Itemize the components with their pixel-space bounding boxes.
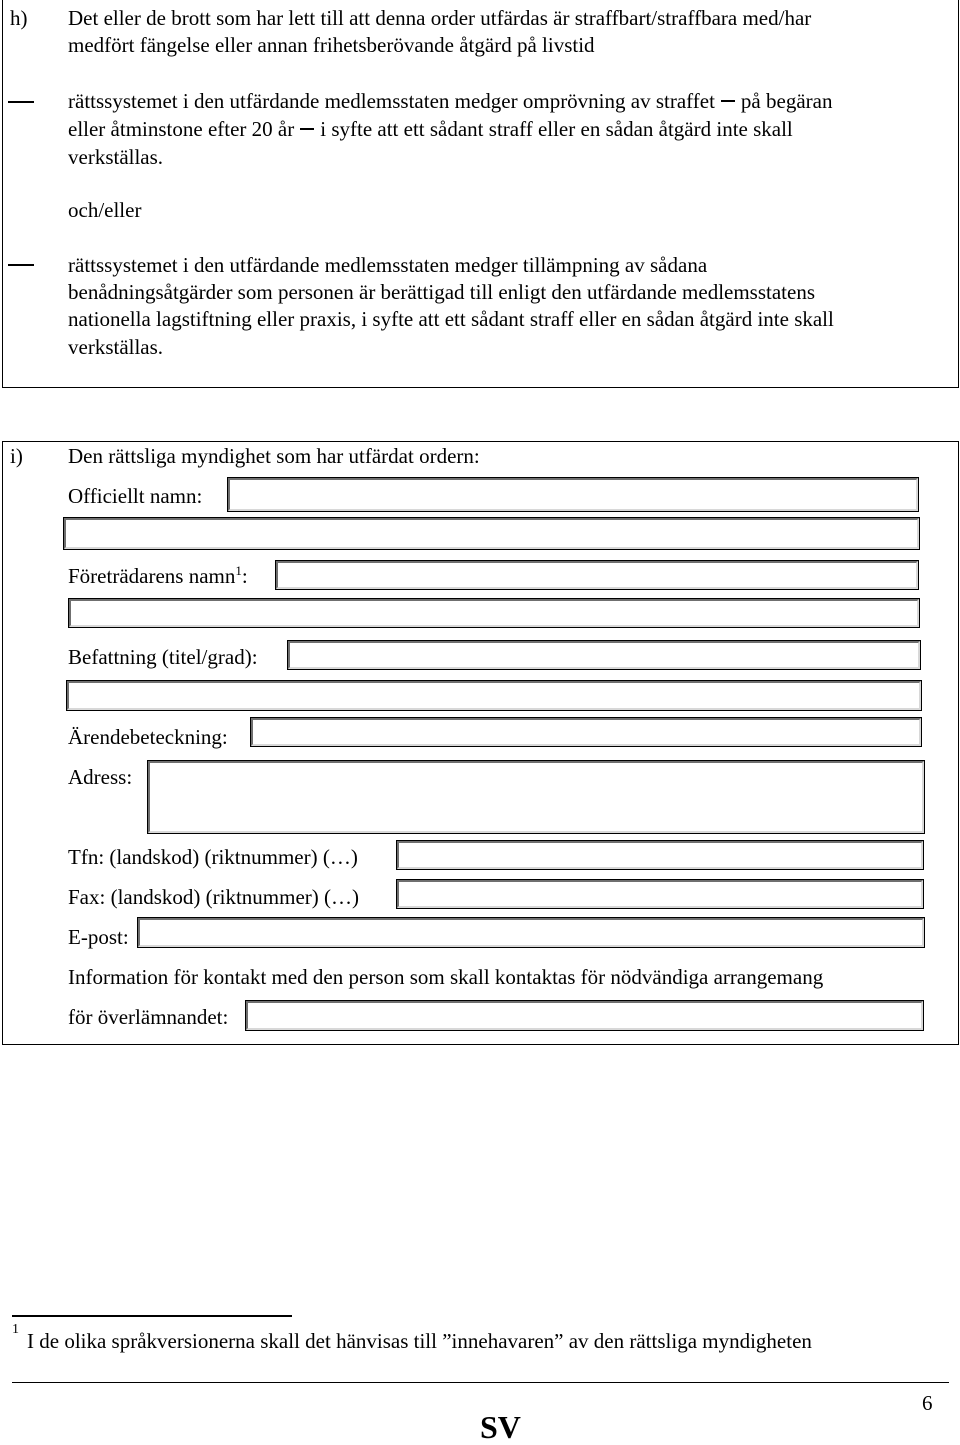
official-name-label: Officiellt namn:: [68, 484, 203, 508]
footnote-ref: 1: [235, 563, 242, 578]
phone-field[interactable]: [397, 841, 923, 869]
section-h-item-1-line-1: rättssystemet i den utfärdande medlemsstaten medger omprövning av straffet på begäran: [68, 89, 833, 113]
fax-field[interactable]: [397, 880, 923, 908]
section-h-intro-line-2: medfört fängelse eller annan frihetsberövande åtgärd på livstid: [68, 33, 595, 57]
address-field[interactable]: [148, 761, 924, 833]
language-code: SV: [480, 1409, 521, 1445]
position-label: Befattning (titel/grad):: [68, 645, 258, 669]
section-h-marker: h): [10, 6, 28, 30]
section-h-item-1-line-3: verkställas.: [68, 145, 164, 169]
section-h-item-2-line-3: nationella lagstiftning eller praxis, i syfte att ett sådant straff eller en sådan åtgärd inte skall: [68, 307, 834, 331]
contact-info-line-2: för överlämnandet:: [68, 1005, 229, 1029]
phone-label: Tfn: (landskod) (riktnummer) (…): [68, 845, 358, 869]
email-label: E-post:: [68, 925, 129, 949]
representative-label: Företrädarens namn$^1$:: [68, 563, 248, 588]
section-h-intro-line-1: Det eller de brott som har lett till att denna order utfärdas är straffbart/straffbara med/har: [68, 6, 812, 30]
representative-field[interactable]: [276, 561, 918, 589]
page-number: 6: [922, 1391, 933, 1415]
representative-field-line-2[interactable]: [69, 599, 919, 627]
footnote-separator: [12, 1315, 292, 1317]
official-name-field-line-2[interactable]: [64, 518, 919, 549]
fax-label: Fax: (landskod) (riktnummer) (…): [68, 885, 360, 909]
case-number-label: Ärendebeteckning:: [68, 725, 228, 749]
position-field[interactable]: [288, 641, 920, 669]
section-h-item-1-line-2: eller åtminstone efter 20 år i syfte att ett sådant straff eller en sådan åtgärd inte skall: [68, 117, 793, 141]
footnote-number: 1: [12, 1322, 19, 1337]
bullet-dash-1: [8, 101, 34, 103]
position-field-line-2[interactable]: [67, 681, 921, 710]
section-i-heading: Den rättsliga myndighet som har utfärdat ordern:: [68, 444, 480, 468]
contact-info-line-1: Information för kontakt med den person som skall kontaktas för nödvändiga arrangemang: [68, 965, 824, 989]
bullet-dash-2: [8, 264, 34, 266]
section-i-marker: i): [10, 444, 23, 468]
connector-and-or: och/eller: [68, 198, 142, 222]
section-h-item-2-line-2: benådningsåtgärder som personen är berättigad till enligt den utfärdande medlemsstatens: [68, 280, 816, 304]
section-h-item-2-line-1: rättssystemet i den utfärdande medlemsstaten medger tillämpning av sådana: [68, 253, 708, 277]
footer-rule: [12, 1382, 949, 1383]
official-name-field[interactable]: [228, 478, 918, 511]
contact-info-field[interactable]: [246, 1001, 923, 1030]
email-field[interactable]: [138, 918, 924, 947]
footnote-text: I de olika språkversionerna skall det hänvisas till ”innehavaren” av den rättsliga myndigheten: [27, 1329, 812, 1353]
case-number-field[interactable]: [251, 718, 921, 746]
section-h-item-2-line-4: verkställas.: [68, 335, 164, 359]
address-label: Adress:: [68, 765, 133, 789]
